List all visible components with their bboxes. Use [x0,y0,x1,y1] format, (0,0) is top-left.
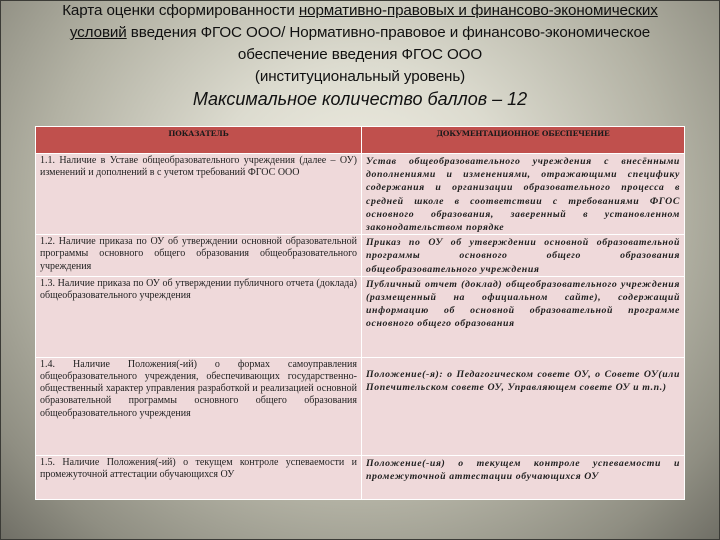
title-part1: Карта оценки сформированности [62,2,299,19]
title-part2: введения ФГОС ООО/ Нормативно-правовое и финансово-экономическое обеспечение введения ФГОС ООО [126,24,651,63]
table-header-row [36,127,685,154]
indicator-cell: 1.2. Наличие приказа по ОУ об утверждении основной образовательной программы основного общего образования общеобразовательного учреждения [36,235,362,277]
document-cell: Положение(-я): о Педагогическом совете ОУ, о Совете ОУ(или Попечительском совете ОУ, Управляющем совете ОУ и т.п.) [362,357,685,455]
table-row [36,455,685,499]
indicator-cell: 1.3. Наличие приказа по ОУ об утверждении публичного отчета (доклада) общеобразовательного учреждения [36,276,362,357]
max-score-subtitle: Максимальное количество баллов – 12 [192,89,528,109]
header-indicator: ПОКАЗАТЕЛЬ [36,127,362,154]
header-documentation: ДОКУМЕНТАЦИОННОЕ ОБЕСПЕЧЕНИЕ [362,127,685,154]
indicator-cell: 1.4. Наличие Положения(-ий) о формах самоуправления общеобразовательного учреждения, обеспечивающих государственно-общественный характер управления разработкой и реализацией основной образовательной программы основного общего образования общеобразовательного учреждения [36,357,362,455]
document-cell: Устав общеобразовательного учреждения с внесёнными дополнениями и изменениями, отражающими специфику содержания и организации образовательного процесса в средней школе в соответствии с требованиями ФГОС основного образования, заверенный в установленном законодательством порядке [362,154,685,235]
document-cell: Публичный отчет (доклад) общеобразовательного учреждения (размещенный на официальном сайте), содержащий информацию об основной образовательной программе основного общего образования [362,276,685,357]
table-row [36,235,685,277]
slide-title [40,0,680,88]
table-row [36,154,685,235]
table-row [36,276,685,357]
table-row [36,357,685,455]
indicator-cell: 1.5. Наличие Положения(-ий) о текущем контроле успеваемости и промежуточной аттестации обучающихся ОУ [36,455,362,499]
assessment-table [35,126,685,500]
document-cell: Положение(-ия) о текущем контроле успеваемости и промежуточной аттестации обучающихся ОУ [362,455,685,499]
title-part3: (институциональный уровень) [254,68,466,85]
title-underlined: нормативно-правовых и финансово-экономических условий [69,2,658,41]
indicator-cell: 1.1. Наличие в Уставе общеобразовательного учреждения (далее – ОУ) изменений и дополнений в с учетом требований ФГОС ООО [36,154,362,235]
document-cell: Приказ по ОУ об утверждении основной образовательной программы основного общего образования общеобразовательного учреждения [362,235,685,277]
